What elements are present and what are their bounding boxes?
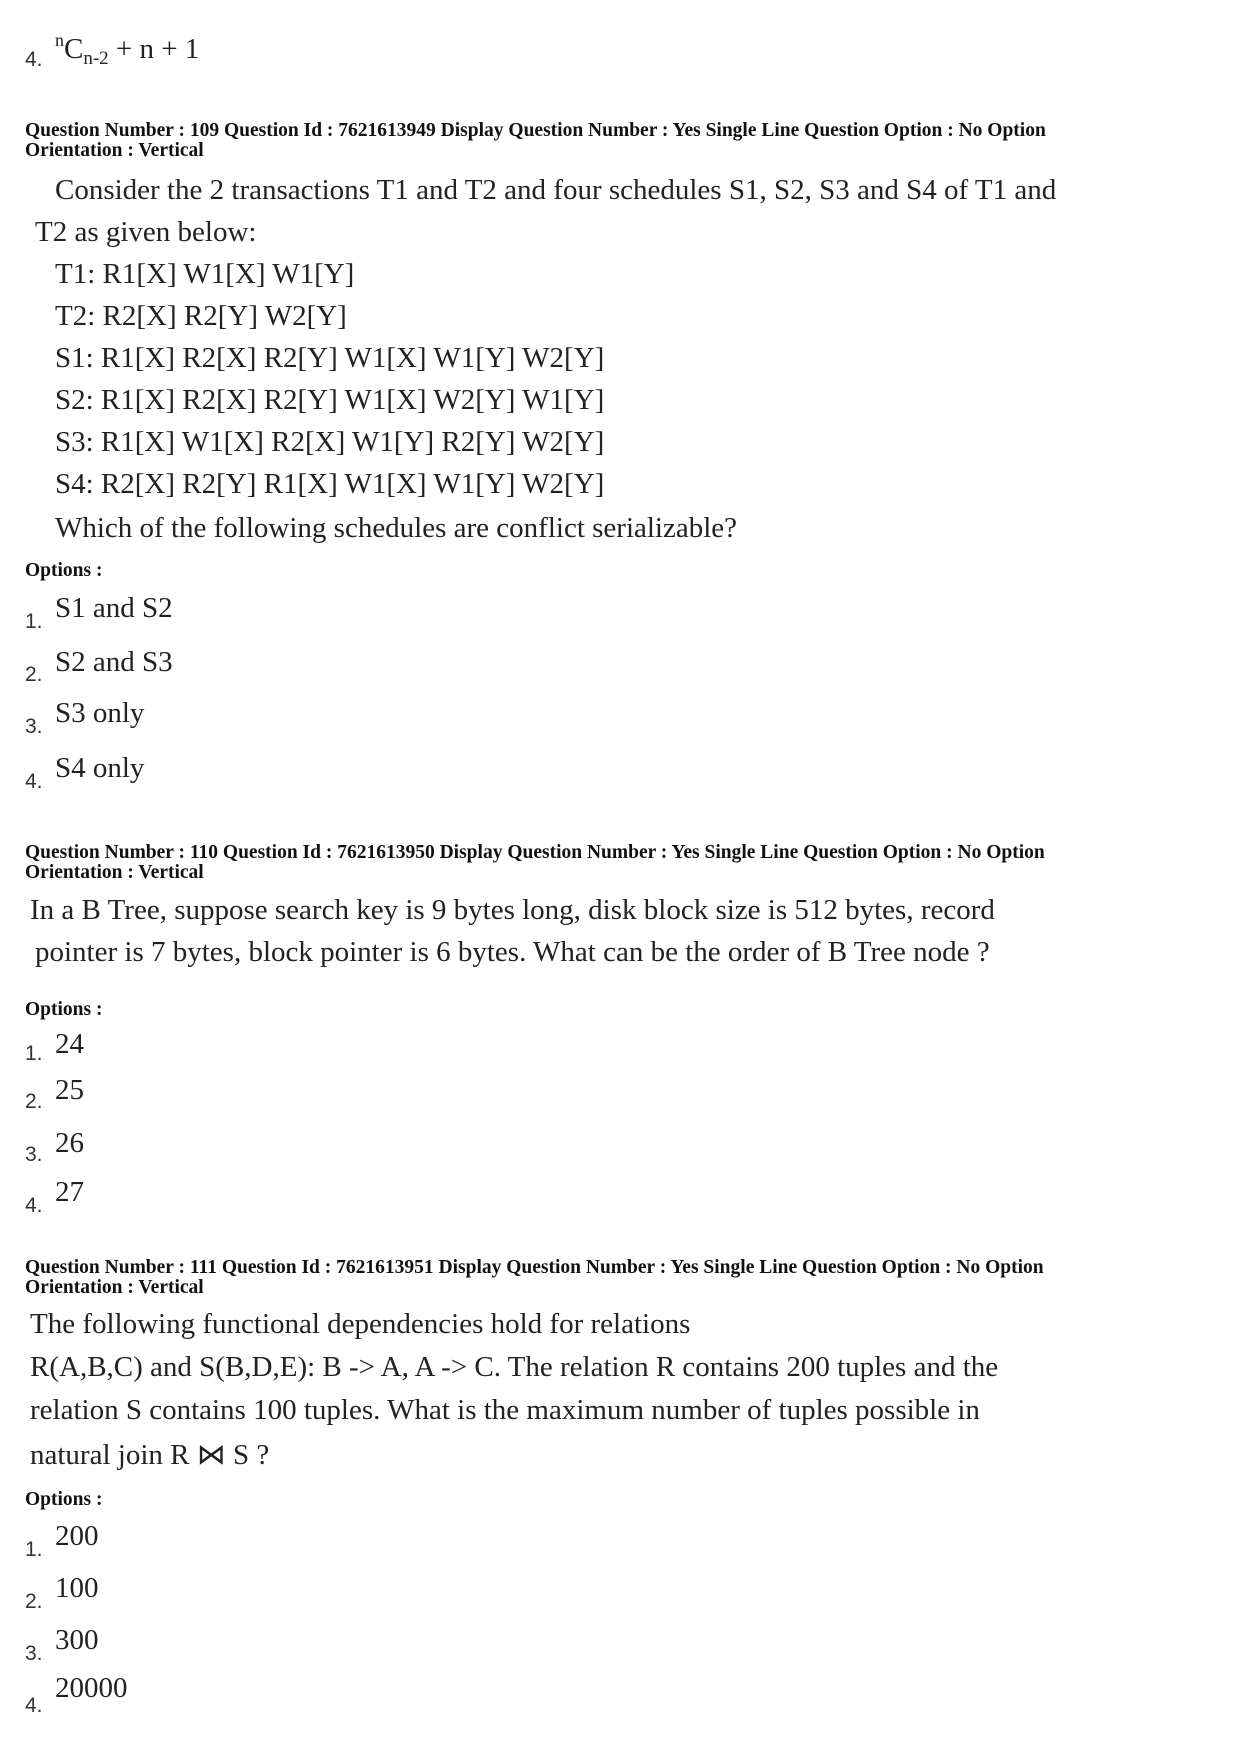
option-number: 2. [25, 663, 43, 686]
formula-subscript: n-2 [83, 48, 109, 69]
transaction-t2: T2: R2[X] R2[Y] W2[Y] [55, 300, 347, 332]
question-text-line: R(A,B,C) and S(B,D,E): B -> A, A -> C. The relation R contains 200 tuples and the [30, 1351, 999, 1383]
question-meta-line: Orientation : Vertical [25, 1277, 204, 1298]
options-label: Options : [25, 999, 103, 1020]
option-text: S4 only [55, 752, 145, 784]
option-number: 2. [25, 1090, 43, 1113]
question-text-line: Consider the 2 transactions T1 and T2 and four schedules S1, S2, S3 and S4 of T1 and [55, 174, 1057, 206]
option-formula [55, 30, 199, 70]
question-text-line: The following functional dependencies hold for relations [30, 1308, 691, 1340]
schedule-s4: S4: R2[X] R2[Y] R1[X] W1[X] W1[Y] W2[Y] [55, 468, 605, 500]
option-text: 26 [55, 1127, 84, 1159]
option-number: 4. [25, 48, 43, 71]
option-number: 3. [25, 1642, 43, 1665]
question-prompt: Which of the following schedules are conflict serializable? [55, 512, 738, 544]
formula-rest: + n + 1 [108, 33, 200, 65]
option-text: 100 [55, 1572, 99, 1604]
options-label: Options : [25, 1489, 103, 1510]
option-text: 300 [55, 1624, 99, 1656]
option-number: 4. [25, 1194, 43, 1217]
formula-superscript: n [55, 30, 64, 50]
option-number: 4. [25, 1694, 43, 1717]
question-meta-line: Orientation : Vertical [25, 862, 204, 883]
option-number: 3. [25, 715, 43, 738]
schedule-s1: S1: R1[X] R2[X] R2[Y] W1[X] W1[Y] W2[Y] [55, 342, 605, 374]
schedule-s2: S2: R1[X] R2[X] R2[Y] W1[X] W2[Y] W1[Y] [55, 384, 605, 416]
option-number: 4. [25, 770, 43, 793]
question-text-line: T2 as given below: [35, 216, 257, 248]
schedule-s3: S3: R1[X] W1[X] R2[X] W1[Y] R2[Y] W2[Y] [55, 426, 605, 458]
options-label: Options : [25, 560, 103, 581]
option-number: 1. [25, 1042, 43, 1065]
question-meta-line: Orientation : Vertical [25, 140, 204, 161]
option-text: 25 [55, 1074, 84, 1106]
question-text-line: natural join R ⋈ S ? [30, 1439, 270, 1471]
question-meta-line: Question Number : 111 Question Id : 7621613951 Display Question Number : Yes Single Line Question Option : No Option [25, 1257, 1044, 1278]
option-text: S1 and S2 [55, 592, 173, 624]
option-number: 1. [25, 610, 43, 633]
question-meta [25, 1258, 1205, 1298]
option-text: 200 [55, 1520, 99, 1552]
question-text-line: In a B Tree, suppose search key is 9 bytes long, disk block size is 512 bytes, record [30, 894, 995, 926]
formula-base: C [64, 33, 84, 65]
question-meta [25, 121, 1205, 161]
option-text: S3 only [55, 697, 145, 729]
question-meta [25, 843, 1205, 883]
transaction-t1: T1: R1[X] W1[X] W1[Y] [55, 258, 355, 290]
question-text-line: relation S contains 100 tuples. What is the maximum number of tuples possible in [30, 1394, 980, 1426]
option-text: 20000 [55, 1672, 128, 1704]
option-number: 1. [25, 1538, 43, 1561]
question-text-line: pointer is 7 bytes, block pointer is 6 bytes. What can be the order of B Tree node ? [35, 936, 990, 968]
option-number: 3. [25, 1143, 43, 1166]
option-number: 2. [25, 1590, 43, 1613]
option-text: 27 [55, 1176, 84, 1208]
option-text: 24 [55, 1028, 84, 1060]
option-text: S2 and S3 [55, 646, 173, 678]
question-meta-line: Question Number : 110 Question Id : 7621613950 Display Question Number : Yes Single Line Question Option : No Option [25, 842, 1045, 863]
question-meta-line: Question Number : 109 Question Id : 7621613949 Display Question Number : Yes Single Line Question Option : No Option [25, 120, 1046, 141]
